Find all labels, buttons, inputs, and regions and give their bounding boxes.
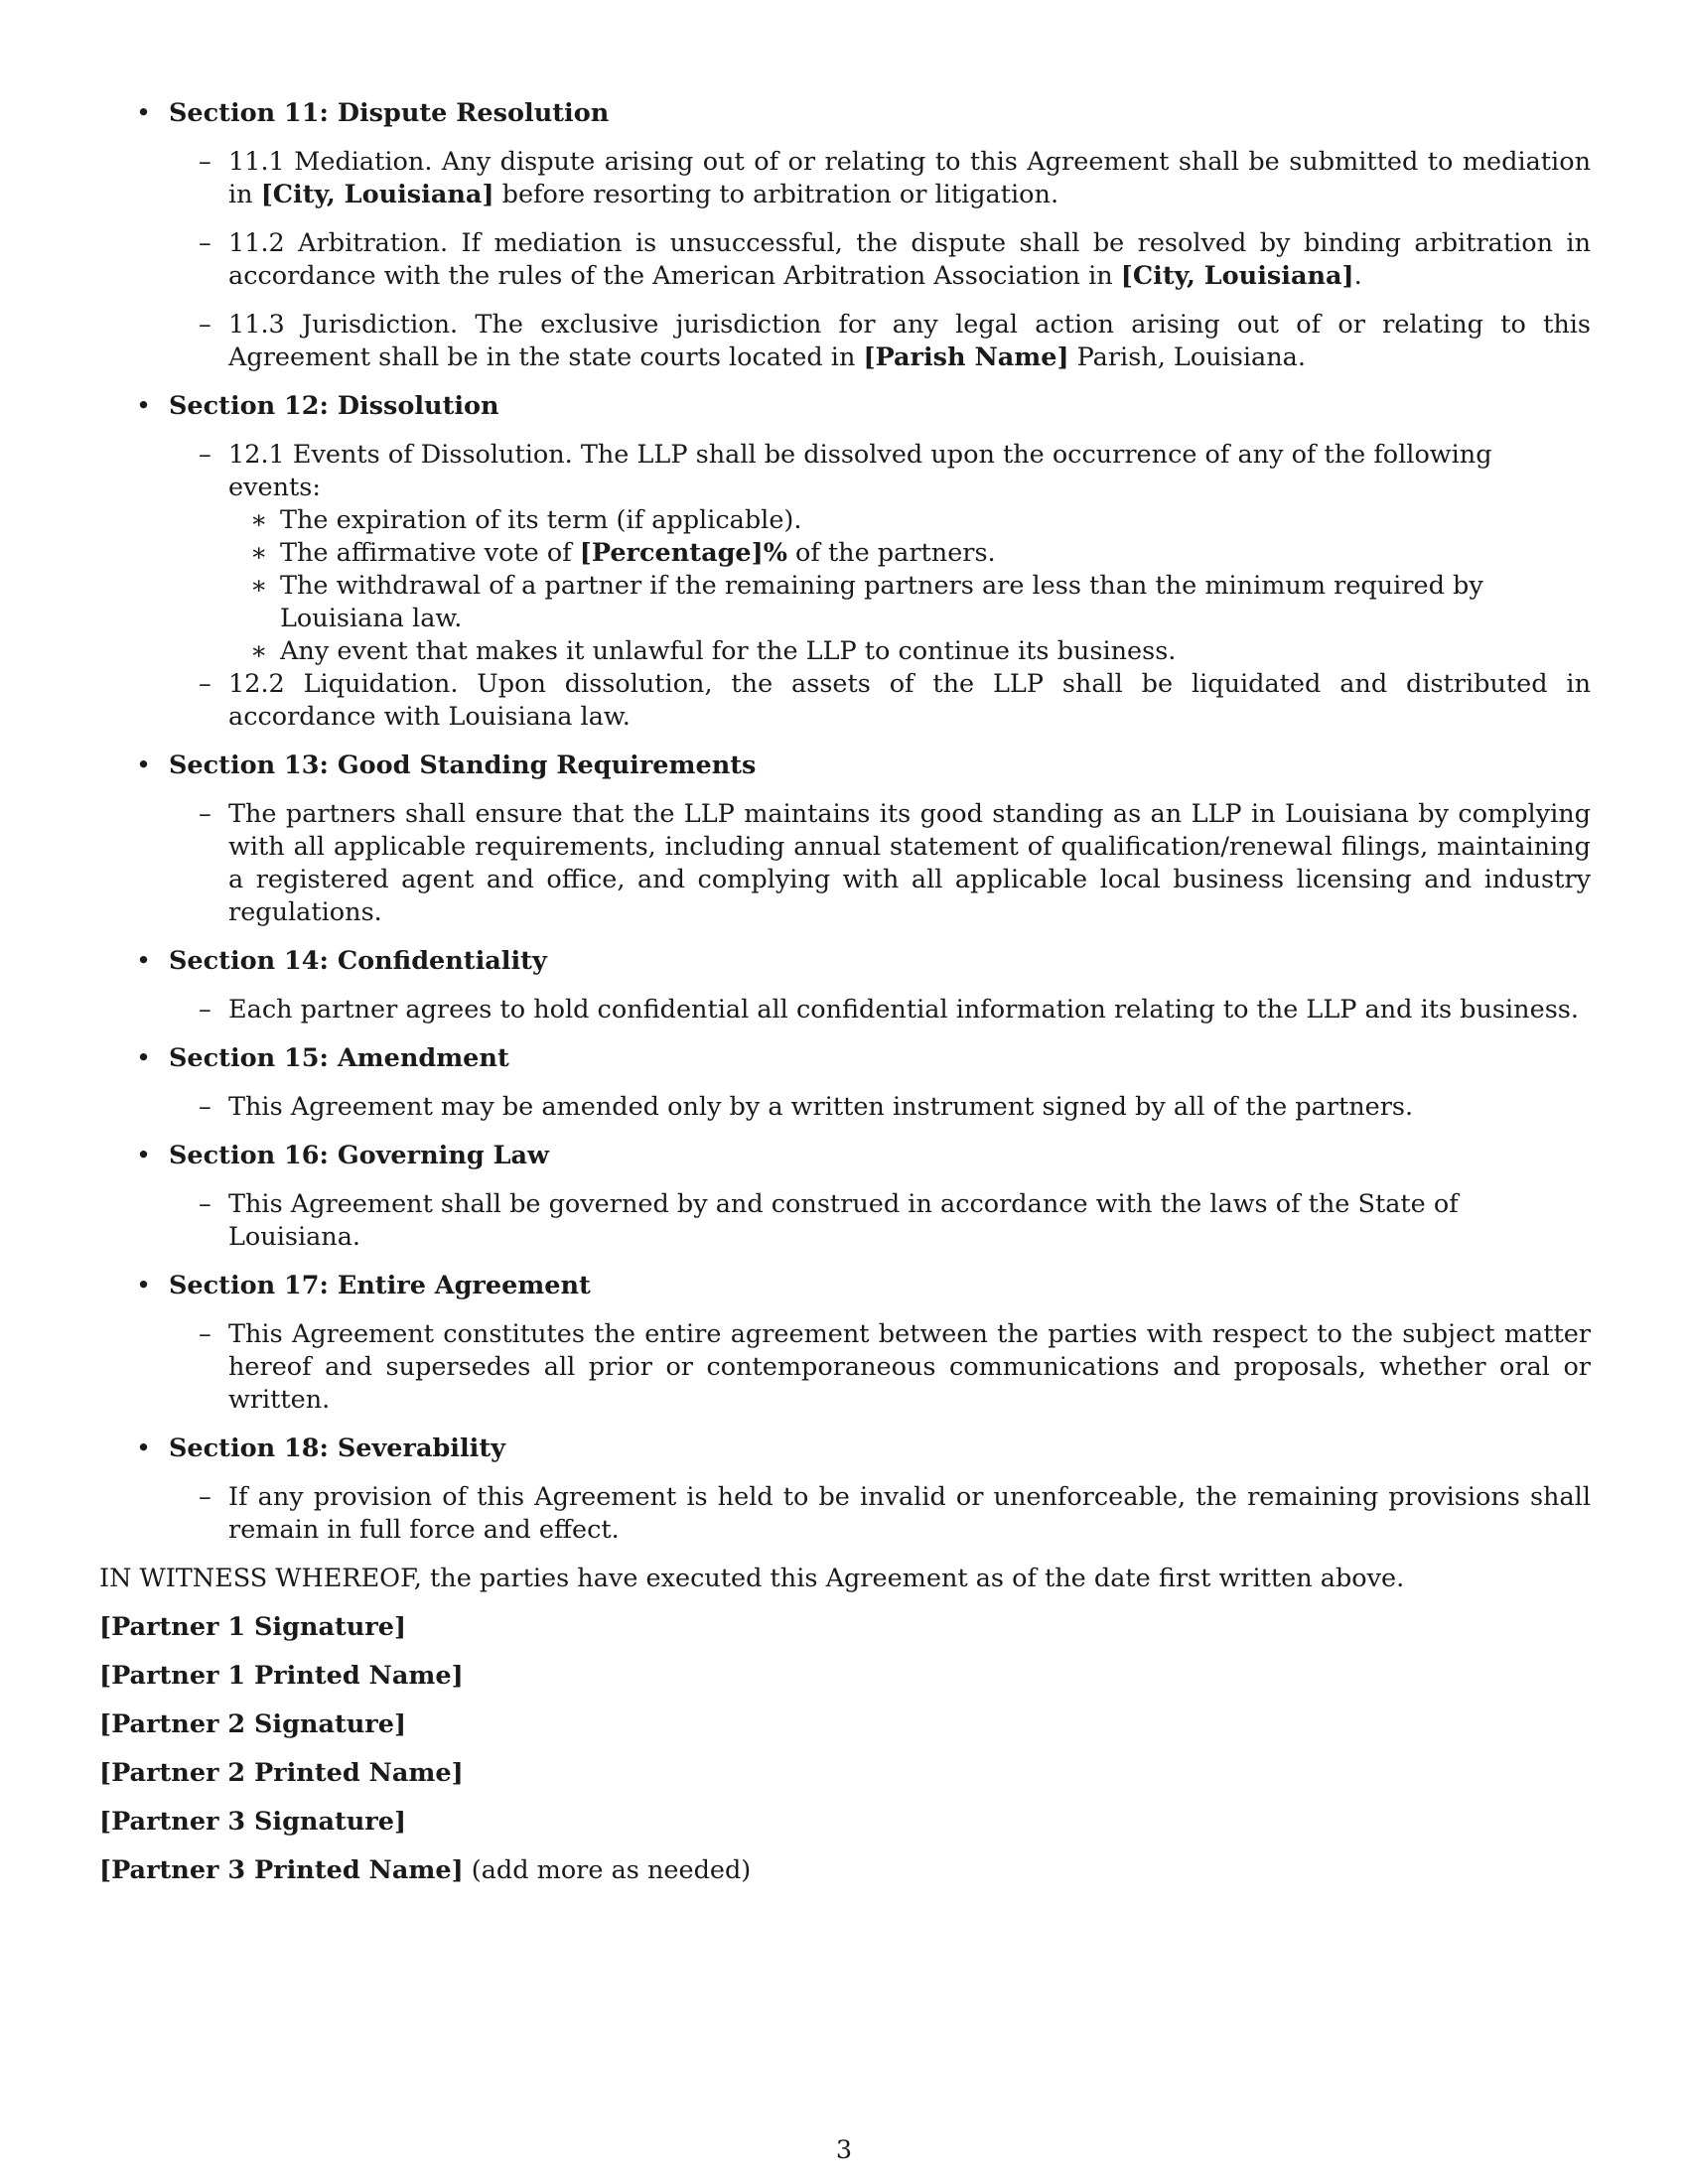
placeholder-city: [City, Louisiana] xyxy=(260,180,494,209)
placeholder-city: [City, Louisiana] xyxy=(1120,261,1354,291)
clause-11-2: – 11.2 Arbitration. If mediation is unsuccessful, the dispute shall be resolved by binding arbitration in accordance with the rules of the American Arbitration Association in [City, Louisiana]. xyxy=(169,227,1591,293)
clause-15: – This Agreement may be amended only by a written instrument signed by all of the partners. xyxy=(169,1091,1591,1124)
section-13-title: Section 13: Good Standing Requirements xyxy=(169,751,757,780)
placeholder-parish: [Parish Name] xyxy=(863,342,1069,372)
clause-12-1: – 12.1 Events of Dissolution. The LLP shall be dissolved upon the occurrence of any of the following events: ∗ The expiration of its term (if applicable). ∗ The affirmative vote of [Percentage]% of the partners. ∗ The withdrawal of a partner if the remaining partners are less than the minimum required by Louisiana law. ∗ Any event that makes it unlawful for the LLP to continue its business. xyxy=(169,439,1591,668)
clause-14: – Each partner agrees to hold confidential all confidential information relating to the LLP and its business. xyxy=(169,994,1591,1026)
section-12 xyxy=(99,390,1591,734)
partner-1-signature: [Partner 1 Signature] xyxy=(99,1612,407,1642)
clause-13: – The partners shall ensure that the LLP maintains its good standing as an LLP in Louisiana by complying with all applicable requirements, including annual statement of qualification/renewal filings, maintaining a registered agent and office, and complying with all applicable local business licensing and industry regulations. xyxy=(169,798,1591,929)
add-more-note: (add more as needed) xyxy=(463,1855,752,1885)
dissolution-event: ∗ Any event that makes it unlawful for the LLP to continue its business. xyxy=(228,635,1591,668)
witness-statement: IN WITNESS WHEREOF, the parties have executed this Agreement as of the date first written above. xyxy=(99,1564,1405,1593)
page-number: 3 xyxy=(835,2135,853,2165)
clause-16: – This Agreement shall be governed by and construed in accordance with the laws of the State of Louisiana. xyxy=(169,1188,1591,1254)
section-15-title: Section 15: Amendment xyxy=(169,1043,509,1073)
section-18 xyxy=(99,1433,1591,1547)
dissolution-event: ∗ The expiration of its term (if applicable). xyxy=(228,504,1591,537)
section-11 xyxy=(99,97,1591,374)
clause-17: – This Agreement constitutes the entire agreement between the parties with respect to the subject matter hereof and supersedes all prior or contemporaneous communications and proposals, whether oral or written. xyxy=(169,1318,1591,1417)
clause-11-3: – 11.3 Jurisdiction. The exclusive jurisdiction for any legal action arising out of or relating to this Agreement shall be in the state courts located in [Parish Name] Parish, Louisiana. xyxy=(169,309,1591,374)
section-16-title: Section 16: Governing Law xyxy=(169,1141,549,1170)
section-16 xyxy=(99,1140,1591,1254)
section-15 xyxy=(99,1042,1591,1124)
section-14 xyxy=(99,945,1591,1026)
section-13 xyxy=(99,750,1591,929)
partner-3-printed-name: [Partner 3 Printed Name] (add more as needed) xyxy=(99,1855,752,1885)
placeholder-percentage: [Percentage]% xyxy=(579,538,787,568)
dissolution-event: ∗ The withdrawal of a partner if the remaining partners are less than the minimum required by Louisiana law. xyxy=(228,570,1591,635)
partner-2-printed-name: [Partner 2 Printed Name] xyxy=(99,1758,464,1788)
sections-list xyxy=(99,97,1591,1547)
dissolution-event: ∗ The affirmative vote of [Percentage]% of the partners. xyxy=(228,537,1591,570)
partner-2-signature: [Partner 2 Signature] xyxy=(99,1709,407,1739)
partner-1-printed-name: [Partner 1 Printed Name] xyxy=(99,1661,464,1691)
clause-12-2: – 12.2 Liquidation. Upon dissolution, the assets of the LLP shall be liquidated and distributed in accordance with Louisiana law. xyxy=(169,668,1591,734)
section-12-title: Section 12: Dissolution xyxy=(169,391,499,421)
section-17 xyxy=(99,1270,1591,1417)
partner-3-signature: [Partner 3 Signature] xyxy=(99,1807,407,1837)
document-page xyxy=(99,97,1591,1903)
section-18-title: Section 18: Severability xyxy=(169,1433,505,1463)
section-17-title: Section 17: Entire Agreement xyxy=(169,1271,591,1300)
clause-11-1: – 11.1 Mediation. Any dispute arising out of or relating to this Agreement shall be submitted to mediation in [City, Louisiana] before resorting to arbitration or litigation. xyxy=(169,146,1591,211)
section-11-title: Section 11: Dispute Resolution xyxy=(169,98,610,128)
section-14-title: Section 14: Confidentiality xyxy=(169,946,547,976)
clause-18: – If any provision of this Agreement is held to be invalid or unenforceable, the remaining provisions shall remain in full force and effect. xyxy=(169,1481,1591,1547)
